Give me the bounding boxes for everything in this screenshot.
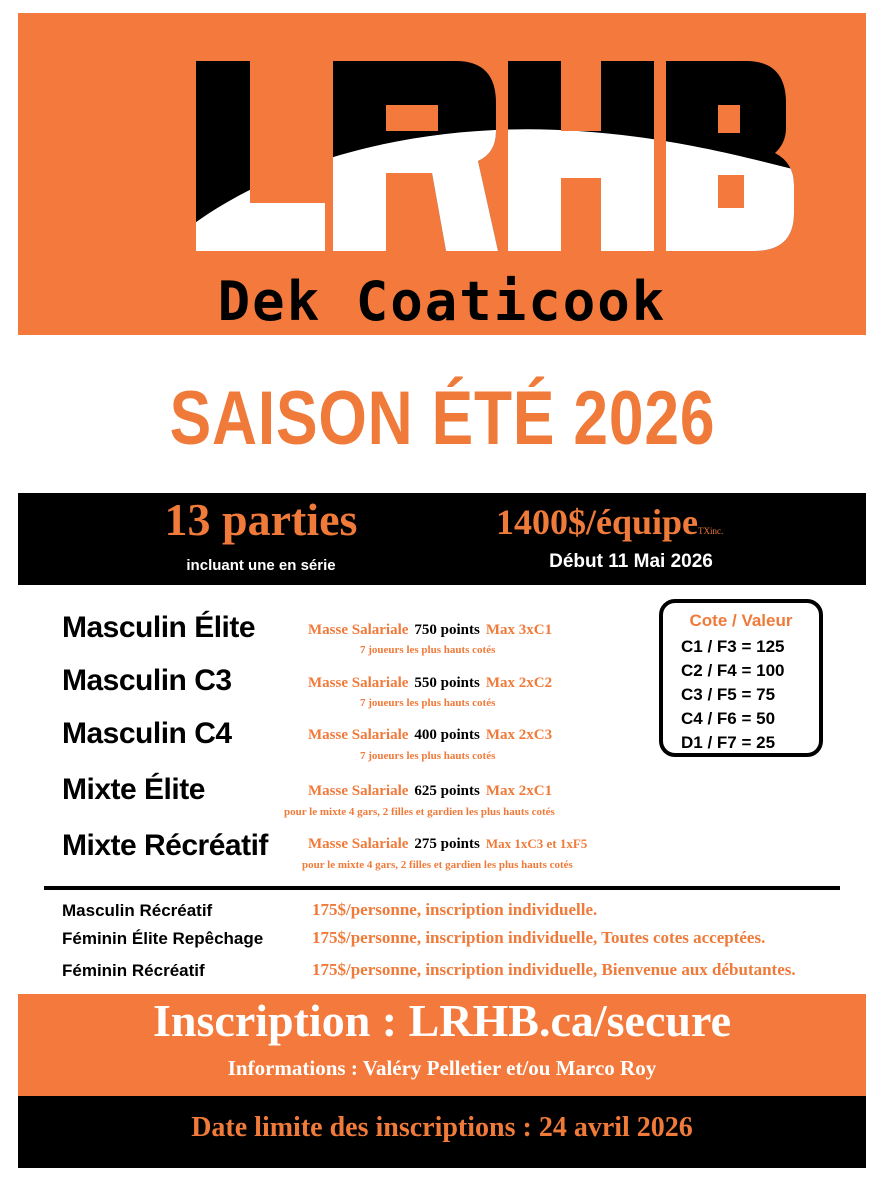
division-note: pour le mixte 4 gars, 2 filles et gardien les plus hauts cotés [284, 806, 555, 818]
registration-link[interactable]: Inscription : LRHB.ca/secure [153, 995, 731, 1046]
contact-info: Informations : Valéry Pelletier et/ou Marco Roy [227, 1056, 657, 1080]
section-divider [44, 886, 840, 890]
individual-division-name: Féminin Élite Repêchage [62, 929, 264, 948]
individual-division-info: 175$/personne, inscription individuelle, Toutes cotes acceptées. [312, 928, 766, 947]
cap-label: Masse Salariale [308, 836, 409, 852]
individual-division-name: Masculin Récréatif [62, 901, 213, 920]
season-start: Début 11 Mai 2026 [549, 551, 713, 572]
cap-max: Max 2xC1 [485, 783, 553, 799]
cap-label: Masse Salariale [308, 783, 409, 799]
division-note: 7 joueurs les plus hauts cotés [360, 750, 496, 762]
league-subtitle: Dek Coaticook [217, 270, 667, 333]
division-name: Masculin C4 [62, 717, 232, 750]
division-cap [308, 727, 552, 744]
cap-max: Max 1xC3 et 1xF5 [485, 836, 588, 851]
cap-points: 275 points [414, 836, 480, 852]
cap-points: 625 points [414, 783, 480, 799]
division-note: 7 joueurs les plus hauts cotés [360, 697, 496, 709]
division-cap [308, 783, 552, 800]
individual-division-info: 175$/personne, inscription individuelle, Bienvenue aux débutantes. [312, 960, 796, 979]
cap-label: Masse Salariale [308, 622, 409, 638]
division-cap [308, 622, 552, 639]
cap-max: Max 2xC3 [485, 727, 553, 743]
division-name: Mixte Récréatif [62, 829, 268, 862]
cap-label: Masse Salariale [308, 727, 409, 743]
team-price-value: 1400$/équipe [496, 502, 699, 542]
rating-row: C4 / F6 = 50 [681, 709, 776, 728]
rating-box-title: Cote / Valeur [689, 611, 793, 630]
cap-points: 400 points [414, 727, 480, 743]
cap-points: 750 points [414, 622, 480, 638]
individual-division-name: Féminin Récréatif [62, 961, 205, 980]
games-subtitle: incluant une en série [186, 557, 336, 574]
rating-value-box [659, 599, 823, 757]
division-note: pour le mixte 4 gars, 2 filles et gardien les plus hauts cotés [302, 859, 573, 871]
cap-max: Max 3xC1 [485, 622, 553, 638]
cap-points: 550 points [414, 675, 480, 691]
games-count: 13 parties [164, 494, 358, 545]
deadline-banner [18, 1096, 866, 1168]
rating-row: D1 / F7 = 25 [681, 733, 776, 752]
header-banner [18, 13, 866, 335]
registration-banner [18, 994, 866, 1096]
info-bar [18, 493, 866, 585]
division-name: Masculin C3 [62, 664, 232, 697]
individual-division-info: 175$/personne, inscription individuelle. [312, 900, 598, 919]
division-cap [308, 836, 587, 853]
rating-row: C3 / F5 = 75 [681, 685, 776, 704]
division-note: 7 joueurs les plus hauts cotés [360, 644, 496, 656]
division-name: Mixte Élite [62, 773, 205, 806]
team-price [496, 501, 723, 543]
rating-row: C1 / F3 = 125 [681, 637, 785, 656]
cap-label: Masse Salariale [308, 675, 409, 691]
cap-max: Max 2xC2 [485, 675, 553, 691]
price-tax-note: TXinc. [698, 526, 724, 536]
registration-deadline: Date limite des inscriptions : 24 avril 2026 [191, 1112, 693, 1143]
division-name: Masculin Élite [62, 611, 256, 644]
division-cap [308, 675, 552, 692]
rating-row: C2 / F4 = 100 [681, 661, 785, 680]
season-title: SAISON ÉTÉ 2026 [169, 376, 716, 461]
